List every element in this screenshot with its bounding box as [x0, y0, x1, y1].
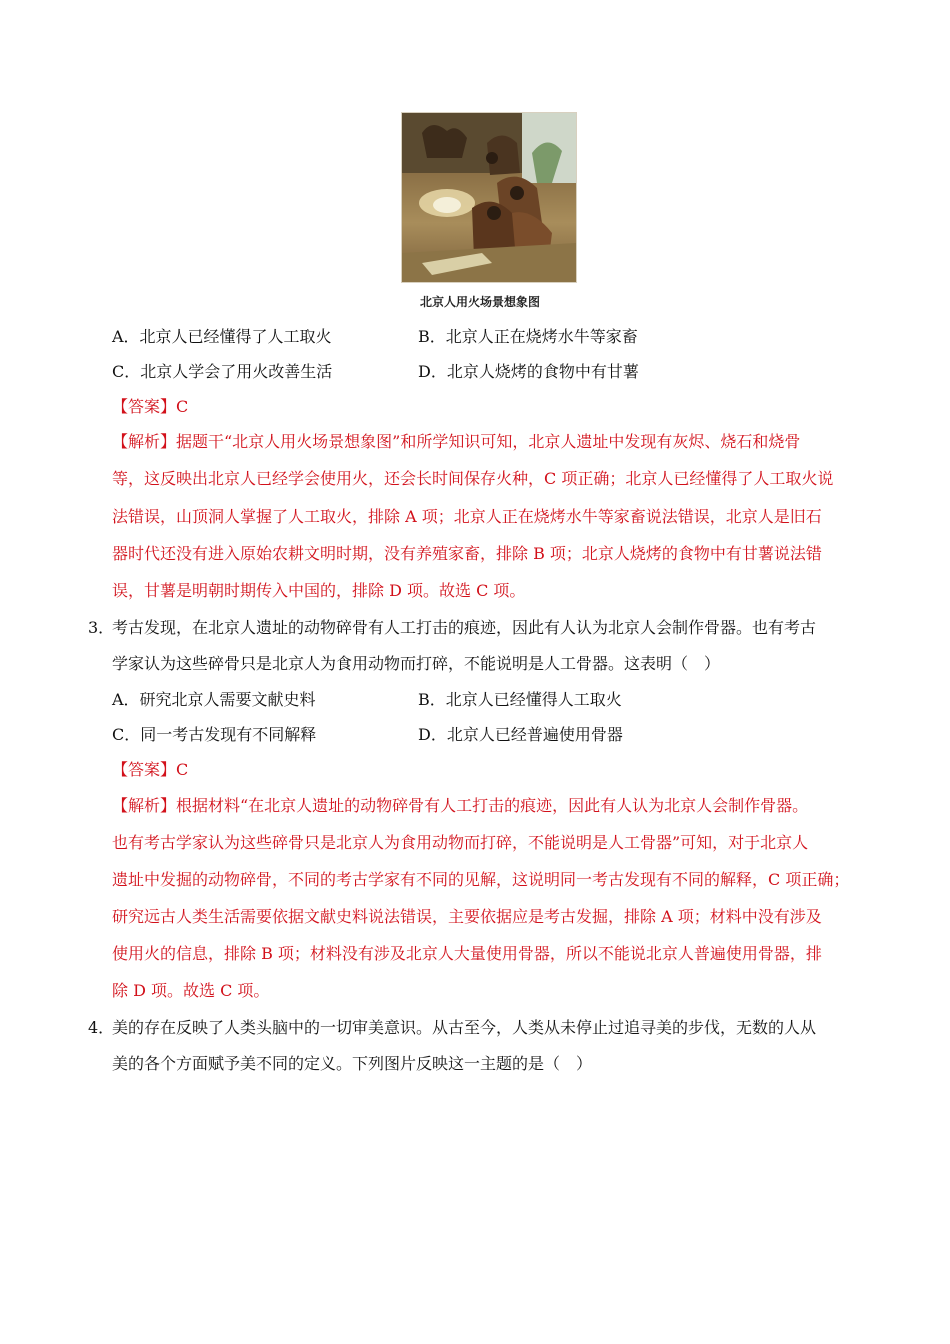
q2-analysis-line: 误，甘薯是明朝时期传入中国的，排除 D 项。故选 C 项。	[112, 581, 526, 600]
q2-analysis-line: 等，这反映出北京人已经学会使用火，还会长时间保存火种，C 项正确；北京人已经懂得了人工取火说	[112, 469, 834, 488]
q3-analysis-line: 【解析】根据材料“在北京人遗址的动物碎骨有人工打击的痕迹，因此有人认为北京人会制作骨器。	[112, 796, 809, 815]
q2-analysis-line: 器时代还没有进入原始农耕文明时期，没有养殖家畜，排除 B 项；北京人烧烤的食物中有甘薯说法错	[112, 544, 822, 563]
q3-analysis-line: 遗址中发掘的动物碎骨，不同的考古学家有不同的见解，这说明同一考古发现有不同的解释，C 项正确；	[112, 870, 850, 889]
beijing-man-fire-illustration	[401, 112, 577, 283]
q3-analysis-line: 使用火的信息，排除 B 项；材料没有涉及北京人大量使用骨器，所以不能说北京人普遍使用骨器，排	[112, 944, 822, 963]
q3-stem-line: 学家认为这些碎骨只是北京人为食用动物而打碎，不能说明是人工骨器。这表明（ ）	[112, 654, 721, 673]
q2-analysis-line: 法错误，山顶洞人掌握了人工取火，排除 A 项；北京人正在烧烤水牛等家畜说法错误，北京人是旧石	[112, 507, 822, 526]
q3-option-a: A．研究北京人需要文献史料	[112, 690, 316, 709]
q2-option-a: A．北京人已经懂得了人工取火	[112, 327, 332, 346]
q4-number: 4．	[88, 1018, 115, 1037]
q3-analysis-line: 也有考古学家认为这些碎骨只是北京人为食用动物而打碎，不能说明是人工骨器”可知，对于北京人	[112, 833, 809, 852]
q2-answer: 【答案】C	[112, 397, 189, 416]
q2-option-b: B．北京人正在烧烤水牛等家畜	[418, 327, 638, 346]
q3-option-d: D．北京人已经普遍使用骨器	[418, 725, 623, 744]
q4-stem-line: 美的各个方面赋予美不同的定义。下列图片反映这一主题的是（ ）	[112, 1054, 593, 1073]
q3-stem-line: 考古发现，在北京人遗址的动物碎骨有人工打击的痕迹，因此有人认为北京人会制作骨器。也有考古	[112, 618, 817, 637]
q3-number: 3．	[88, 618, 115, 637]
fire-scene-drawing	[402, 113, 576, 282]
q2-option-d: D．北京人烧烤的食物中有甘薯	[418, 362, 639, 381]
q2-analysis-line: 【解析】据题干“北京人用火场景想象图”和所学知识可知，北京人遗址中发现有灰烬、烧石和烧骨	[112, 432, 801, 451]
q3-answer: 【答案】C	[112, 760, 189, 779]
q3-analysis-line: 除 D 项。故选 C 项。	[112, 981, 270, 1000]
q2-option-c: C．北京人学会了用火改善生活	[112, 362, 333, 381]
figure-caption: 北京人用火场景想象图	[420, 295, 541, 309]
q3-option-c: C．同一考古发现有不同解释	[112, 725, 317, 744]
q4-stem-line: 美的存在反映了人类头脑中的一切审美意识。从古至今，人类从未停止过追寻美的步伐，无数的人从	[112, 1018, 817, 1037]
q3-analysis-line: 研究远古人类生活需要依据文献史料说法错误，主要依据应是考古发掘，排除 A 项；材料中没有涉及	[112, 907, 822, 926]
q3-option-b: B．北京人已经懂得人工取火	[418, 690, 622, 709]
